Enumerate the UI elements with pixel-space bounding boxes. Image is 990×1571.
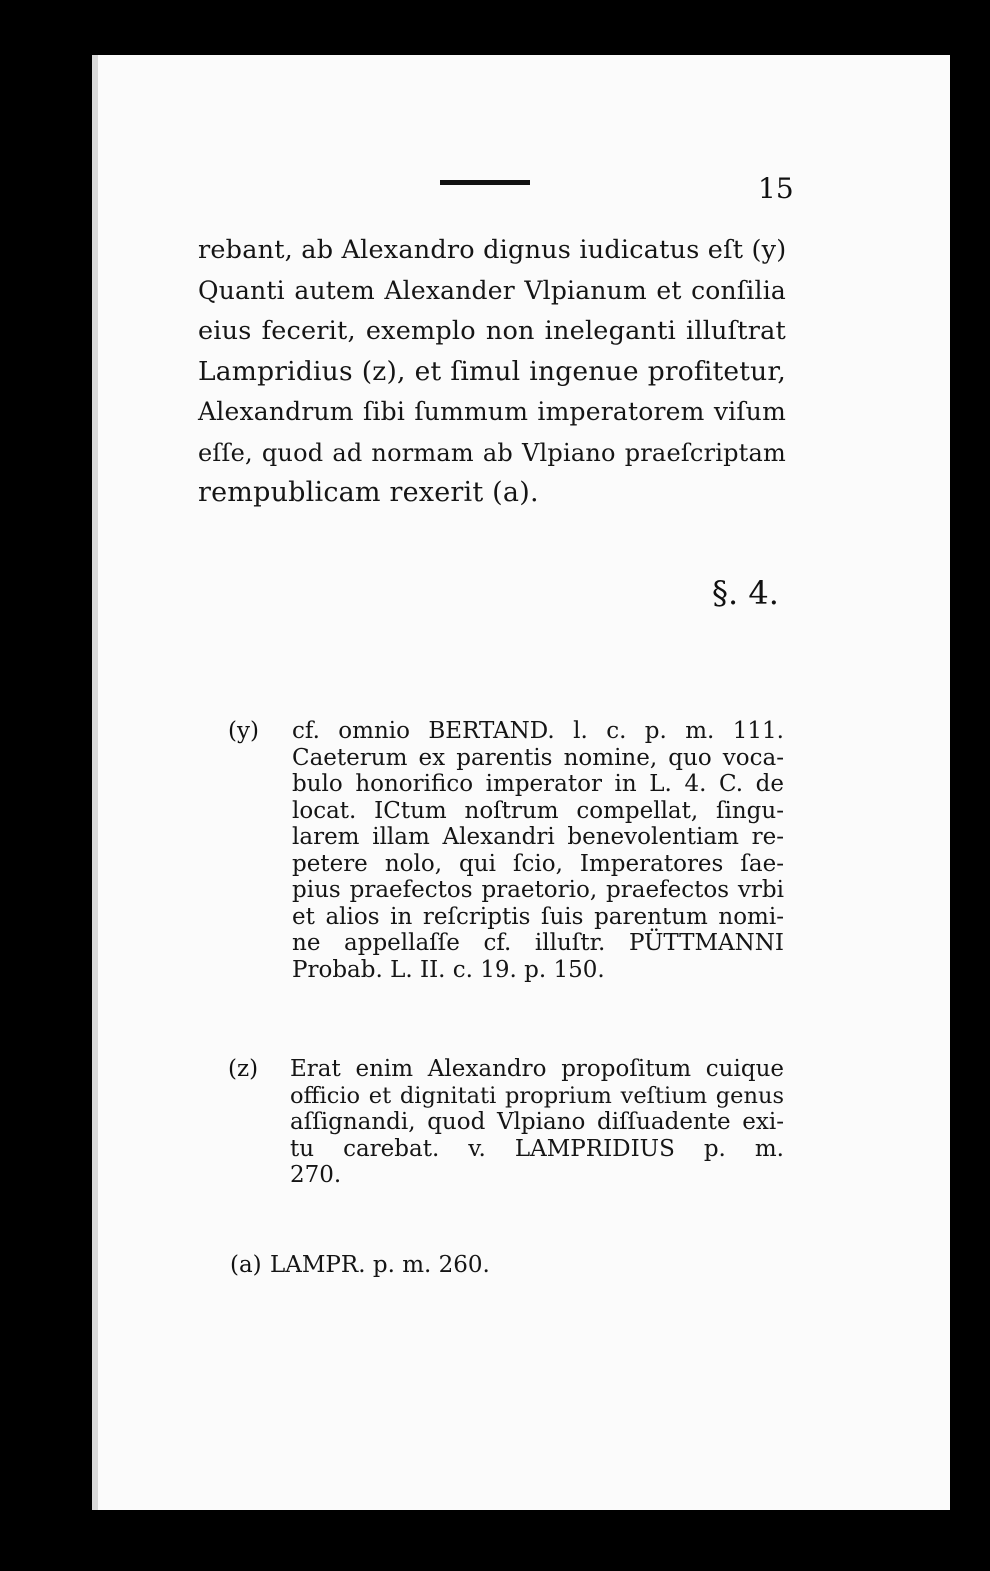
footnote-line: Caeterum ex parentis nomine, quo voca-: [292, 744, 784, 771]
footnote-line: LAMPR. p. m. 260.: [270, 1252, 490, 1278]
footnote-line: Probab. L. II. c. 19. p. 150.: [292, 956, 605, 983]
body-line: rebant, ab Alexandro dignus iudicatus eſt (y): [198, 235, 787, 265]
footnote-y: [292, 718, 784, 983]
footnote-line: larem illam Alexandri benevolentiam re-: [292, 824, 784, 850]
page-number: 15: [758, 172, 794, 205]
body-line: eius fecerit, exemplo non ineleganti illuſtrat: [198, 316, 786, 346]
footnote-line: Erat enim Alexandro propoſitum cuique: [290, 1056, 784, 1082]
footnote-line: ne appellaſſe cf. illuſtr. PÜTTMANNI: [292, 930, 784, 956]
footnote-marker-a: (a): [230, 1252, 262, 1278]
header-rule: [440, 180, 530, 185]
body-line: Quanti autem Alexander Vlpianum et conſilia: [198, 275, 786, 305]
body-line: eſſe, quod ad normam ab Vlpiano praeſcriptam: [198, 438, 786, 467]
footnote-line: et alios in reſcriptis ſuis parentum nomi-: [292, 903, 784, 930]
footnote-z: [290, 1056, 784, 1189]
section-mark: §. 4.: [712, 574, 779, 612]
footnote-line: petere nolo, qui ſcio, Imperatores ſae-: [292, 850, 784, 877]
body-line: rempublicam rexerit (a).: [198, 477, 539, 508]
footnote-line: pius praefectos praetorio, praefectos vrbi: [292, 877, 784, 903]
footnote-line: bulo honorifico imperator in L. 4. C. de: [292, 771, 784, 797]
footnote-line: cf. omnio BERTAND. l. c. p. m. 111.: [292, 718, 784, 744]
main-paragraph: [198, 230, 786, 514]
footnote-line: aſſignandi, quod Vlpiano diſſuadente exi-: [290, 1109, 784, 1135]
body-line: Lampridius (z), et ſimul ingenue profitetur,: [198, 355, 786, 387]
footnote-marker-y: (y): [228, 718, 259, 744]
body-line: Alexandrum ſibi ſummum imperatorem viſum: [198, 397, 786, 426]
footnote-line: 270.: [290, 1162, 342, 1188]
footnote-line: officio et dignitati proprium veſtium genus: [290, 1082, 784, 1109]
footnote-marker-z: (z): [228, 1056, 259, 1082]
footnote-line: tu carebat. v. LAMPRIDIUS p. m.: [290, 1135, 784, 1162]
footnote-line: locat. ICtum noſtrum compellat, ſingu-: [292, 797, 784, 824]
footnote-a: [270, 1252, 590, 1279]
